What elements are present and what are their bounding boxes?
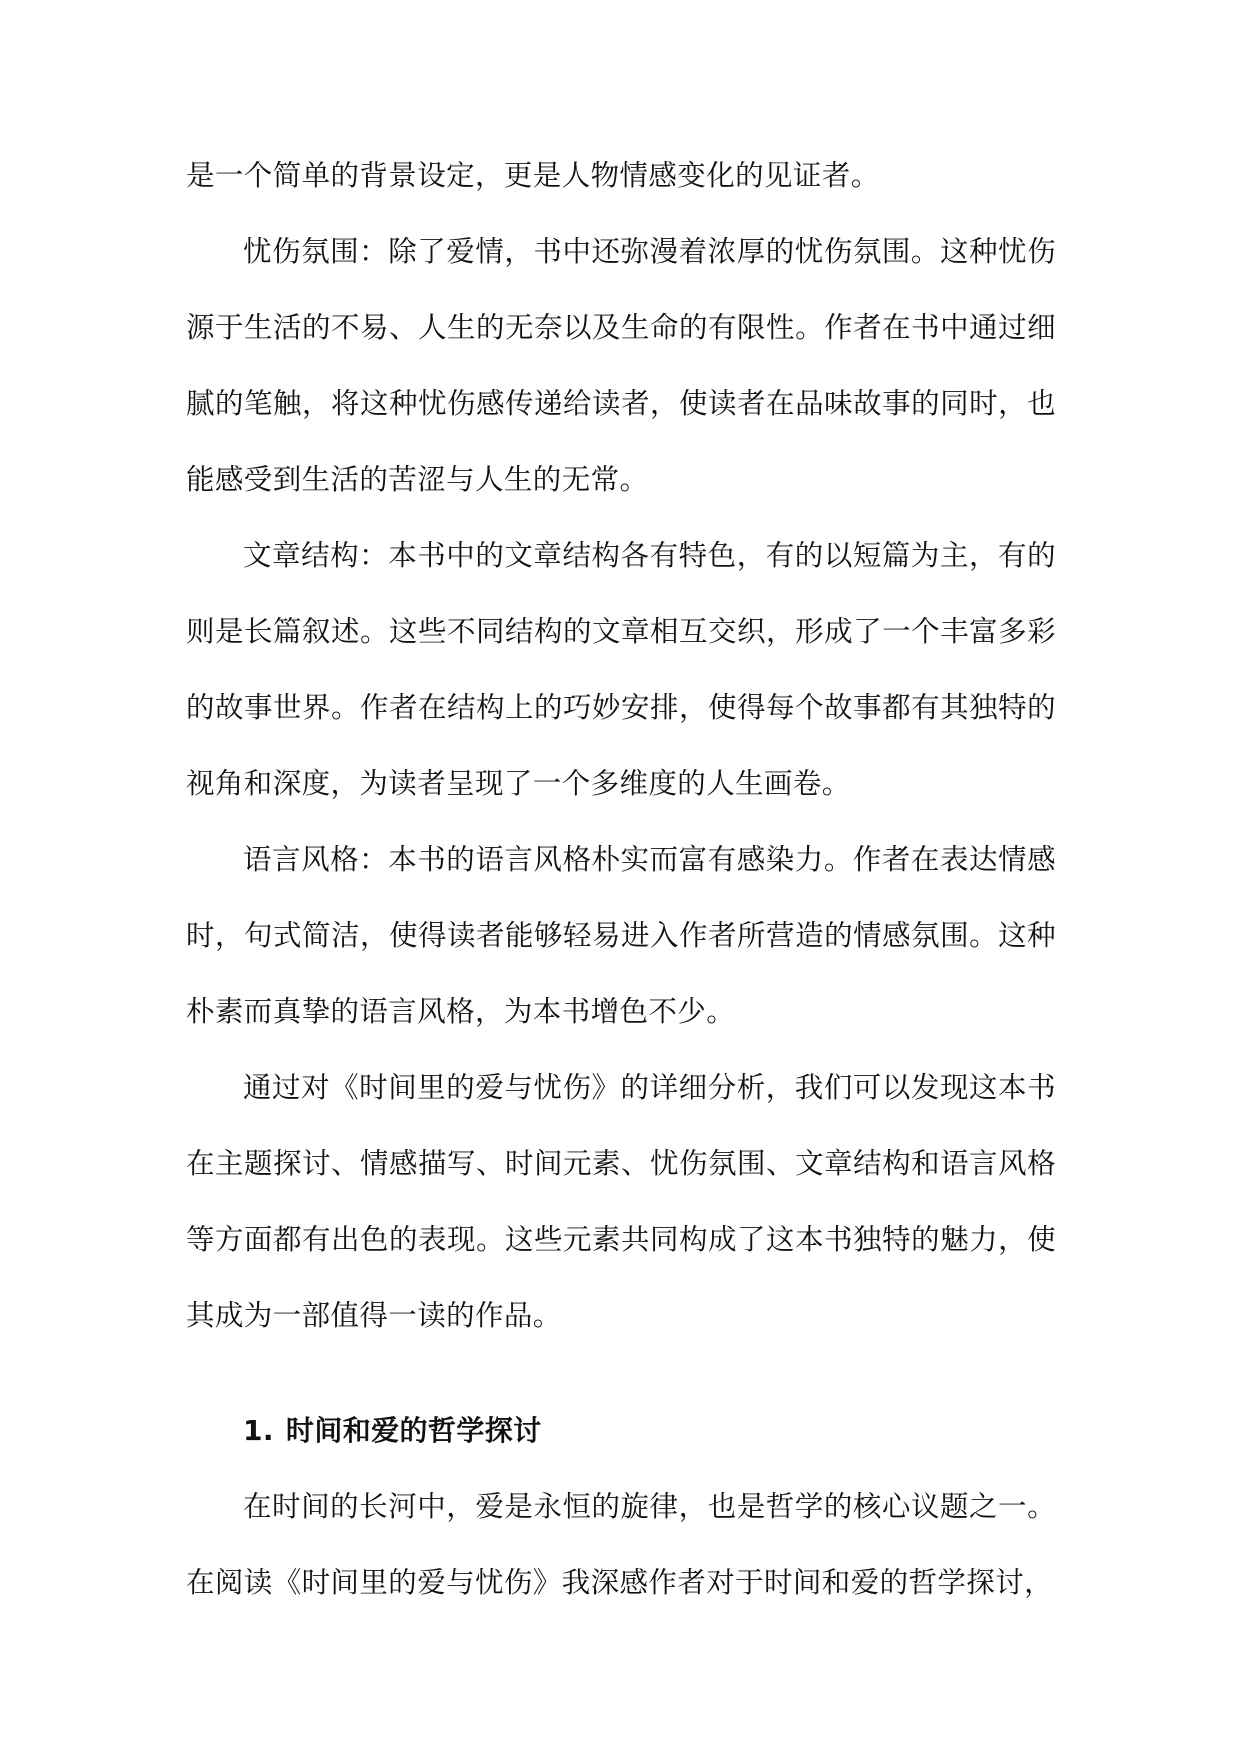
section-number: 1. — [243, 1414, 274, 1447]
paragraph-article-structure: 文章结构：本书中的文章结构各有特色，有的以短篇为主，有的则是长篇叙述。这些不同结构的文章相互交织，形成了一个丰富多彩的故事世界。作者在结构上的巧妙安排，使得每个故事都有其独特的视角和深度，为读者呈现了一个多维度的人生画卷。 — [186, 539, 1056, 800]
page-content — [186, 138, 1056, 1621]
paragraph-language-style: 语言风格：本书的语言风格朴实而富有感染力。作者在表达情感时，句式简洁，使得读者能够轻易进入作者所营造的情感氛围。这种朴素而真挚的语言风格，为本书增色不少。 — [186, 843, 1056, 1028]
paragraph-summary: 通过对《时间里的爱与忧伤》的详细分析，我们可以发现这本书在主题探讨、情感描写、时间元素、忧伤氛围、文章结构和语言风格等方面都有出色的表现。这些元素共同构成了这本书独特的魅力，使其成为一部值得一读的作品。 — [186, 1071, 1056, 1332]
paragraph-continued: 是一个简单的背景设定，更是人物情感变化的见证者。 — [186, 159, 880, 192]
section-title: 时间和爱的哲学探讨 — [285, 1414, 542, 1447]
paragraph-melancholy-atmosphere: 忧伤氛围：除了爱情，书中还弥漫着浓厚的忧伤氛围。这种忧伤源于生活的不易、人生的无奈以及生命的有限性。作者在书中通过细腻的笔触，将这种忧伤感传递给读者，使读者在品味故事的同时，也能感受到生活的苦涩与人生的无常。 — [186, 235, 1056, 496]
paragraph-section-intro: 在时间的长河中，爱是永恒的旋律，也是哲学的核心议题之一。在阅读《时间里的爱与忧伤》我深感作者对于时间和爱的哲学探讨， — [186, 1490, 1056, 1599]
section-heading — [186, 1393, 1056, 1469]
